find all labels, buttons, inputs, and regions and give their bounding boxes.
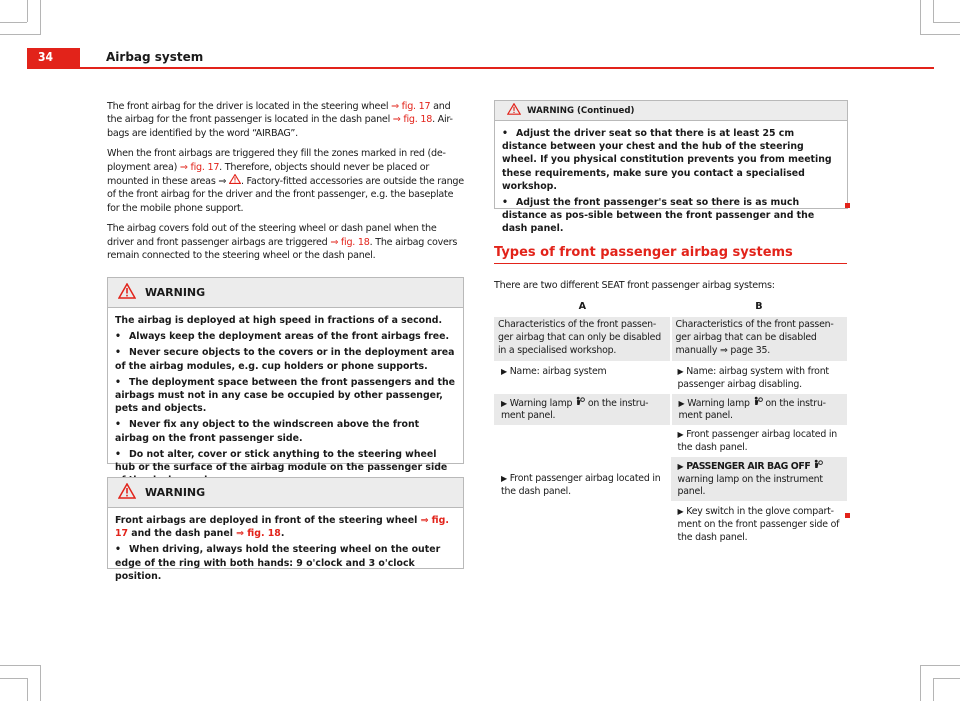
fig18-link[interactable]: ⇒ fig. 18: [330, 236, 370, 248]
crop-mark: [933, 678, 934, 701]
arrow-right-icon: ▶: [677, 461, 684, 471]
header-rule: [27, 67, 934, 69]
warning-item: • Adjust the front passenger's seat so there is as much distance as pos-sible between the front passenger and the dash panel.: [502, 197, 815, 235]
warning-title: WARNING (Continued): [527, 105, 635, 116]
section-title: Types of front passenger airbag systems: [494, 245, 793, 260]
column-header-a: A: [578, 301, 586, 313]
table-header-row: [494, 298, 847, 317]
table-cell: ▶ Warning lamp on the instru-ment panel.: [494, 394, 671, 426]
crop-mark: [933, 22, 960, 23]
warning-triangle-icon: [507, 103, 521, 118]
arrow-right-icon: ▶: [501, 367, 507, 376]
section-end-marker: [845, 203, 850, 208]
crop-mark: [40, 0, 41, 35]
warning-box-body: [495, 121, 847, 241]
warning-triangle-icon[interactable]: [229, 174, 241, 188]
arrow-right-icon: ▶: [501, 398, 507, 408]
page-number: 34: [38, 50, 54, 64]
arrow-right-icon: ▶: [677, 507, 684, 517]
paragraph-deployment-area: When the front airbags are triggered they fill the zones marked in red (de-ployment area) ⇒ fig. 17. Therefore, objects should never be placed or mounted in these areas ⇒ . Factory-fitted accessories are outside the range of the front airbag for the driver and the front passenger, e.g. the baseplate for the mobile phone support.: [107, 148, 464, 214]
crop-mark: [933, 0, 934, 22]
warning-item: • Do not alter, cover or stick anything to the steering wheel hub or the surface of the airbag module on the passenger side: [115, 448, 448, 474]
table-row: [494, 361, 847, 394]
warning-box-continued: [494, 100, 848, 235]
warning-intro: The airbag is deployed at high speed in fractions of a second.: [115, 315, 443, 326]
crop-mark: [920, 665, 921, 701]
left-column: [107, 100, 464, 269]
warning-box-deployment: [107, 277, 464, 474]
table-cell: ▶ Warning lamp on the instru-ment panel.: [671, 394, 848, 426]
section-rule: [494, 263, 847, 264]
warning-box-header: [495, 101, 847, 121]
table-cell: ▶ Name: airbag system with front passenger airbag disabling.: [677, 366, 829, 390]
column-header-b: B: [755, 301, 763, 313]
section-intro: There are two different SEAT front passenger airbag systems:: [494, 280, 775, 291]
arrow-right-icon: ▶: [501, 474, 507, 484]
section-end-marker: [845, 513, 850, 518]
paragraph-airbag-covers: The airbag covers fold out of the steering wheel or dash panel when the driver and front passenger airbags are triggered ⇒ fig. 18. The airbag covers remain connected to the steering wheel or the dash panel.: [107, 223, 458, 262]
table-cell: ▶ Key switch in the glove compart-ment on the front passenger side of the dash panel.: [677, 506, 840, 543]
page-title: Airbag system: [106, 50, 204, 64]
warning-item: • The deployment space between the front passengers and the airbags must not in any case be occupied by other passenger, pets and objects.: [115, 376, 456, 415]
warning-item: • Never fix any object to the windscreen above the front airbag on the front passenger side.: [115, 419, 420, 444]
crop-mark: [0, 22, 27, 23]
arrow-right-icon: ▶: [678, 398, 685, 408]
table-row: [494, 425, 847, 457]
table-cell: ▶ Front passenger airbag located in the dash panel.: [494, 425, 671, 546]
warning-box-body: [108, 308, 463, 492]
warning-box-body: [108, 508, 463, 588]
fig17-link[interactable]: ⇒ fig. 17: [115, 515, 449, 540]
fig17-link[interactable]: ⇒ fig. 17: [179, 161, 220, 173]
crop-mark: [920, 34, 960, 35]
fig18-link[interactable]: ⇒ fig. 18: [236, 528, 281, 540]
page-number-badge: [27, 48, 80, 68]
crop-mark: [0, 678, 27, 679]
fig17-link[interactable]: ⇒ fig. 17: [391, 101, 431, 112]
warning-item: • Adjust the driver seat so that there is at least 25 cm distance between your chest and the hub of the steering wheel. If you physical constitution prevents you from meeting these requirements, make sure you contact a specialised workshop.: [502, 128, 832, 192]
arrow-right-icon: ▶: [677, 367, 684, 376]
warning-item: • Never secure objects to the covers or in the deployment area of the airbag modules, e.g. cup holders or phone supports.: [115, 347, 455, 372]
airbag-systems-table: [494, 298, 847, 547]
crop-mark: [27, 0, 28, 22]
warning-intro: Front airbags are deployed in front of the steering wheel ⇒ fig. 17 and the dash panel ⇒ fig. 18.: [115, 515, 449, 540]
warning-item: • When driving, always hold the steering wheel on the outer edge of the ring with both hands: 9 o'clock and 3 o'clock position.: [115, 544, 441, 582]
crop-mark: [933, 678, 960, 679]
table-row: [494, 317, 847, 361]
arrow-right-icon: ▶: [677, 430, 684, 440]
crop-mark: [0, 34, 40, 35]
warning-item: • Always keep the deployment areas of the front airbags free.: [115, 331, 450, 343]
table-cell: ▶ Name: airbag system: [501, 366, 607, 377]
warning-box-header: [108, 278, 463, 308]
crop-mark: [920, 0, 921, 35]
airbag-warning-lamp-icon: [813, 461, 823, 472]
crop-mark: [40, 665, 41, 701]
warning-triangle-icon: [118, 283, 136, 302]
warning-box-steering: [107, 477, 464, 582]
crop-mark: [27, 678, 28, 701]
paragraph-front-airbag-location: The front airbag for the driver is located in the steering wheel ⇒ fig. 17 and the airbag for the front passenger is located in the dash panel ⇒ fig. 18. Air-bags are identified by the word “AIRBAG”.: [107, 101, 453, 139]
crop-mark: [920, 665, 960, 666]
crop-mark: [0, 665, 40, 666]
table-cell: ▶ PASSENGER AIR BAG OFF warning lamp on the instrument panel.: [671, 457, 848, 501]
airbag-warning-lamp-icon: [753, 398, 763, 409]
warning-title: WARNING: [145, 486, 206, 499]
table-cell: Characteristics of the front passen-ger airbag that can be disabled manually ⇒ page 35.: [671, 317, 848, 361]
table-row: [494, 394, 847, 426]
warning-box-header: [108, 478, 463, 508]
airbag-warning-lamp-icon: [575, 398, 585, 409]
fig18-link[interactable]: ⇒ fig. 18: [392, 114, 433, 126]
table-cell: ▶ Front passenger airbag located in the dash panel.: [677, 429, 838, 453]
table-cell: Characteristics of the front passen-ger airbag that can only be disabled in a specialised workshop.: [494, 317, 671, 361]
warning-title: WARNING: [145, 286, 206, 299]
warning-triangle-icon: [118, 483, 136, 502]
